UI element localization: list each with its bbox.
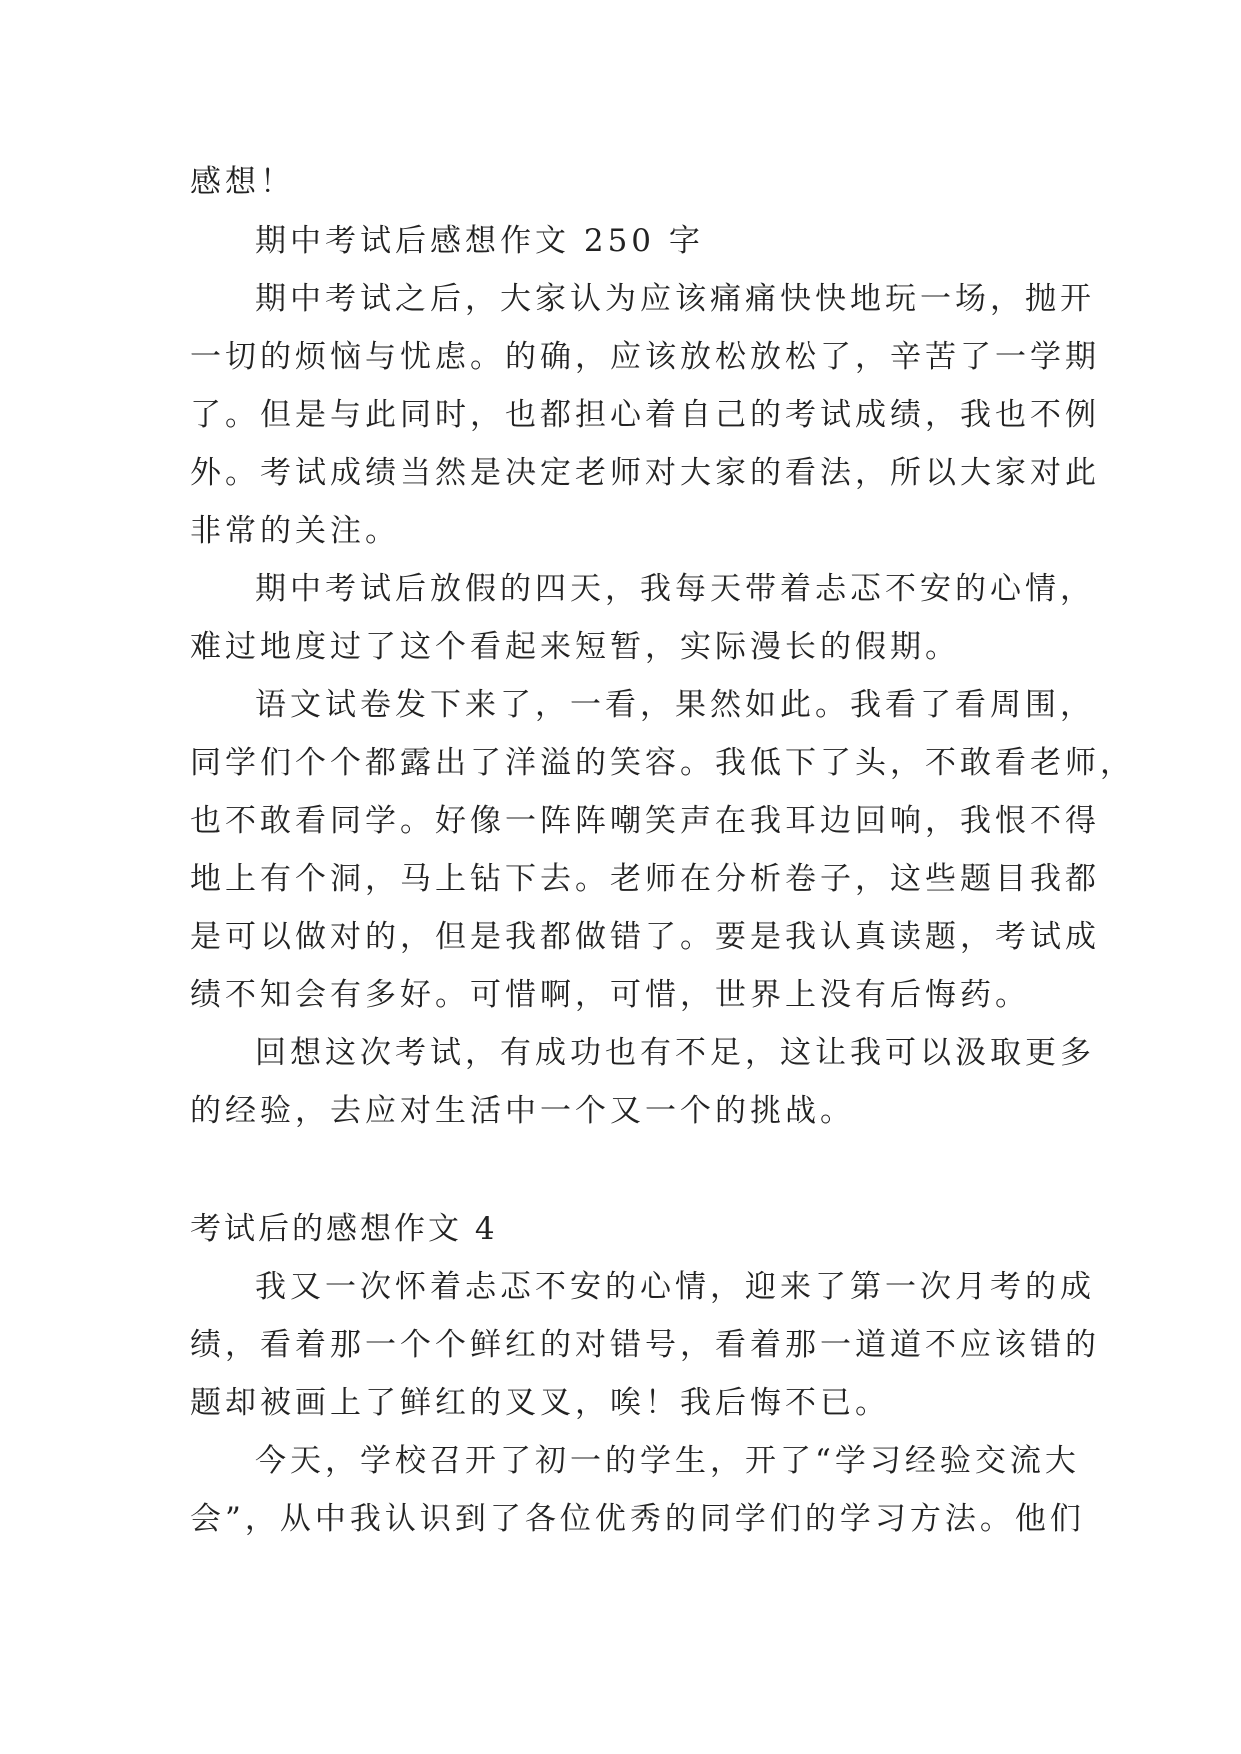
- paragraph-4: 回想这次考试，有成功也有不足，这让我可以汲取更多 的经验，去应对生活中一个又一个的挑战。: [190, 1035, 1095, 1129]
- paragraph-1: 期中考试之后，大家认为应该痛痛快快地玩一场，抛开 一切的烦恼与忧虑。的确，应该放松放松了，辛苦了一学期 了。但是与此同时，也都担心着自己的考试成绩，我也不例 外。考试成绩当然是决定老师对大家的看法，所以大家对此 非常的关注。: [190, 281, 1100, 549]
- paragraph-5: 我又一次怀着忐忑不安的心情，迎来了第一次月考的成 绩，看着那一个个鲜红的对错号，看着那一道道不应该错的 题却被画上了鲜红的叉叉，唉！我后悔不已。: [190, 1269, 1100, 1421]
- paragraph-2: 期中考试后放假的四天，我每天带着忐忑不安的心情， 难过地度过了这个看起来短暂，实际漫长的假期。: [190, 571, 1095, 665]
- closing-line: 感想！: [190, 164, 295, 200]
- paragraph-6: 今天，学校召开了初一的学生，开了“学习经验交流大 会”，从中我认识到了各位优秀的同学们的学习方法。他们: [190, 1443, 1085, 1537]
- essay-title-1: 期中考试后感想作文 250 字: [255, 223, 704, 259]
- paragraph-3: 语文试卷发下来了，一看，果然如此。我看了看周围， 同学们个个都露出了洋溢的笑容。我低下了头，不敢看老师， 也不敢看同学。好像一阵阵嘲笑声在我耳边回响，我恨不得 地上有个洞，马上钻下去。老师在分析卷子，这些题目我都 是可以做对的，但是我都做错了。要是我认真读题，考试成 绩不知会有多好。可惜啊，可惜，世界上没有后悔药。: [190, 687, 1135, 1013]
- essay-title-2: 考试后的感想作文 4: [190, 1211, 498, 1247]
